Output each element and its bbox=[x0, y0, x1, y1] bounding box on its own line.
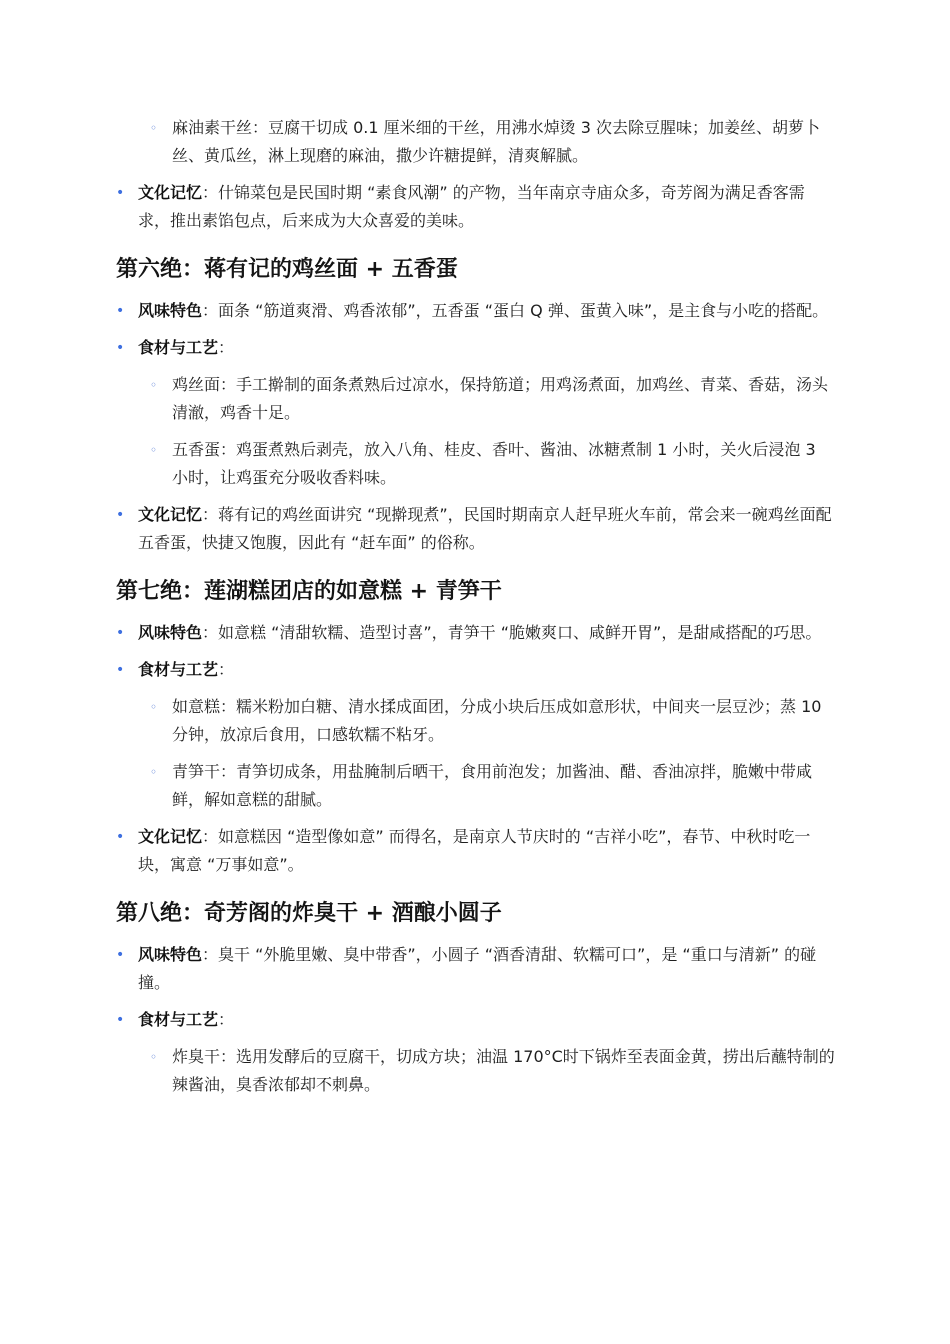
culture-text: ：如意糕因 “造型像如意” 而得名，是南京人节庆时的 “吉祥小吃”，春节、中秋时吃一块，寓意 “万事如意”。 bbox=[138, 827, 811, 874]
list-item bbox=[150, 114, 836, 170]
sub-item-text: 炸臭干：选用发酵后的豆腐干，切成方块；油温 170°C时下锅炸至表面金黄，捞出后蘸特制的辣酱油，臭香浓郁却不刺鼻。 bbox=[172, 1047, 835, 1094]
bullet-icon: • bbox=[116, 303, 125, 319]
sub-item-text: 青笋干：青笋切成条，用盐腌制后晒干，食用前泡发；加酱油、醋、香油凉拌，脆嫩中带咸鲜，解如意糕的甜腻。 bbox=[172, 762, 813, 809]
section-title: 第七绝：莲湖糕团店的如意糕 + 青笋干 bbox=[116, 579, 502, 604]
flavor-label: 风味特色 bbox=[138, 945, 203, 964]
sub-bullet-icon: ◦ bbox=[150, 1050, 158, 1064]
craft-label: 食材与工艺 bbox=[138, 338, 219, 357]
section-title: 第八绝：奇芳阁的炸臭干 + 酒酿小圆子 bbox=[116, 901, 502, 926]
craft-colon: ： bbox=[218, 338, 235, 357]
craft-label: 食材与工艺 bbox=[138, 660, 219, 679]
flavor-text: ：如意糕 “清甜软糯、造型讨喜”，青笋干 “脆嫩爽口、咸鲜开胃”，是甜咸搭配的巧思。 bbox=[202, 623, 822, 642]
craft-colon: ： bbox=[218, 1010, 235, 1029]
document-content bbox=[116, 114, 836, 1108]
bullet-icon: • bbox=[116, 829, 125, 845]
sub-item-text: 鸡丝面：手工擀制的面条煮熟后过凉水，保持筋道；用鸡汤煮面，加鸡丝、青菜、香菇，汤头清澈，鸡香十足。 bbox=[172, 375, 829, 422]
culture-label: 文化记忆 bbox=[138, 827, 203, 846]
bullet-icon: • bbox=[116, 625, 125, 641]
section-title: 第六绝：蒋有记的鸡丝面 + 五香蛋 bbox=[116, 257, 458, 282]
bullet-icon: • bbox=[116, 1012, 125, 1028]
list-item bbox=[116, 823, 836, 879]
sub-bullet-icon: ◦ bbox=[150, 121, 158, 135]
list-item bbox=[116, 1006, 836, 1034]
list-item bbox=[116, 619, 836, 647]
sub-bullet-icon: ◦ bbox=[150, 378, 158, 392]
list-item bbox=[116, 656, 836, 684]
bullet-icon: • bbox=[116, 662, 125, 678]
list-item bbox=[150, 436, 836, 492]
culture-label: 文化记忆 bbox=[138, 183, 203, 202]
culture-label: 文化记忆 bbox=[138, 505, 203, 524]
sub-item-text: 如意糕：糯米粉加白糖、清水揉成面团，分成小块后压成如意形状，中间夹一层豆沙；蒸 10 分钟，放凉后食用，口感软糯不粘牙。 bbox=[172, 697, 822, 744]
list-item bbox=[150, 1043, 836, 1099]
bullet-icon: • bbox=[116, 340, 125, 356]
craft-colon: ： bbox=[218, 660, 235, 679]
flavor-label: 风味特色 bbox=[138, 623, 203, 642]
culture-text: ：蒋有记的鸡丝面讲究 “现擀现煮”，民国时期南京人赶早班火车前，常会来一碗鸡丝面配五香蛋，快捷又饱腹，因此有 “赶车面” 的俗称。 bbox=[138, 505, 832, 552]
flavor-text: ：面条 “筋道爽滑、鸡香浓郁”，五香蛋 “蛋白 Q 弹、蛋黄入味”，是主食与小吃的搭配。 bbox=[202, 301, 829, 320]
bullet-icon: • bbox=[116, 947, 125, 963]
craft-label: 食材与工艺 bbox=[138, 1010, 219, 1029]
sub-item-text: 五香蛋：鸡蛋煮熟后剥壳，放入八角、桂皮、香叶、酱油、冰糖煮制 1 小时，关火后浸泡 3 小时，让鸡蛋充分吸收香料味。 bbox=[172, 440, 816, 487]
culture-text: ：什锦菜包是民国时期 “素食风潮” 的产物，当年南京寺庙众多，奇芳阁为满足香客需求，推出素馅包点，后来成为大众喜爱的美味。 bbox=[138, 183, 805, 230]
list-item bbox=[116, 334, 836, 362]
flavor-label: 风味特色 bbox=[138, 301, 203, 320]
list-item bbox=[116, 179, 836, 235]
flavor-text: ：臭干 “外脆里嫩、臭中带香”，小圆子 “酒香清甜、软糯可口”，是 “重口与清新” 的碰撞。 bbox=[138, 945, 817, 992]
sub-item-text: 麻油素干丝：豆腐干切成 0.1 厘米细的干丝，用沸水焯烫 3 次去除豆腥味；加姜丝、胡萝卜丝、黄瓜丝，淋上现磨的麻油，撒少许糖提鲜，清爽解腻。 bbox=[172, 118, 820, 165]
list-item bbox=[116, 501, 836, 557]
list-item bbox=[150, 371, 836, 427]
bullet-icon: • bbox=[116, 507, 125, 523]
list-item bbox=[116, 941, 836, 997]
list-item bbox=[116, 297, 836, 325]
sub-bullet-icon: ◦ bbox=[150, 700, 158, 714]
sub-bullet-icon: ◦ bbox=[150, 443, 158, 457]
sub-bullet-icon: ◦ bbox=[150, 765, 158, 779]
list-item bbox=[150, 758, 836, 814]
list-item bbox=[150, 693, 836, 749]
bullet-icon: • bbox=[116, 185, 125, 201]
